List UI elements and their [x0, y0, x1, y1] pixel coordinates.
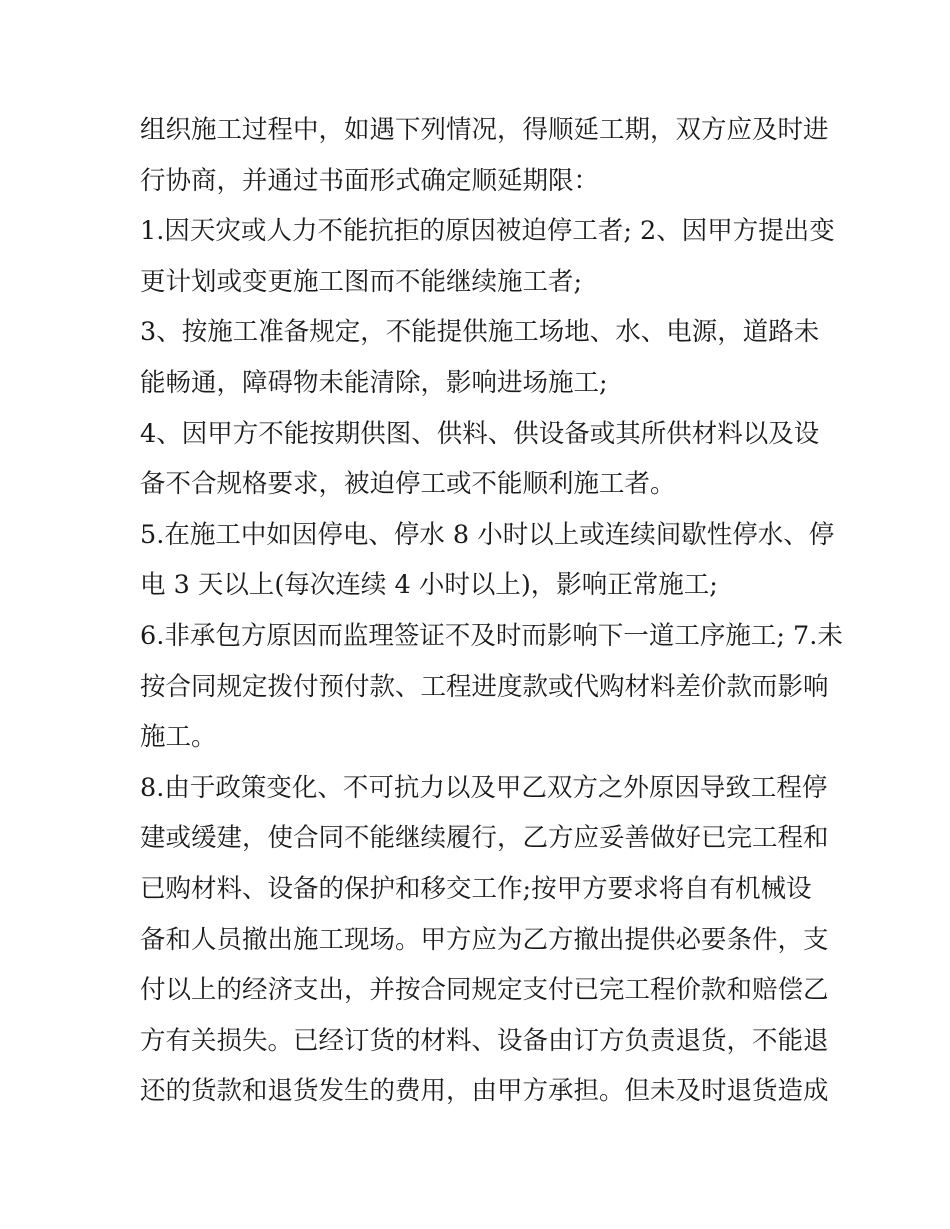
text-line: 备和人员撤出施工现场。甲方应为乙方撤出提供必要条件，支: [140, 924, 829, 955]
text-line: 电 3 天以上(每次连续 4 小时以上)，影响正常施工;: [140, 570, 718, 601]
text-line: 能畅通，障碍物未能清除，影响进场施工;: [140, 367, 608, 398]
text-line: 行协商，并通过书面形式确定顺延期限：: [140, 165, 600, 196]
text-line: 3、按施工准备规定，不能提供施工场地、水、电源，道路未: [140, 317, 820, 348]
text-line: 8.由于政策变化、不可抗力以及甲乙双方之外原因导致工程停: [140, 772, 828, 803]
text-line: 方有关损失。已经订货的材料、设备由订方负责退货，不能退: [140, 1025, 829, 1056]
text-line: 6.非承包方原因而监理签证不及时而影响下一道工序施工; 7.未: [140, 620, 843, 651]
text-line: 5.在施工中如因停电、停水 8 小时以上或连续间歇性停水、停: [140, 519, 835, 550]
text-line: 组织施工过程中，如遇下列情况，得顺延工期，双方应及时进: [140, 115, 829, 145]
text-line: 施工。: [140, 722, 217, 753]
text-line: 备不合规格要求，被迫停工或不能顺利施工者。: [140, 469, 676, 500]
text-line: 4、因甲方不能按期供图、供料、供设备或其所供材料以及设: [140, 418, 820, 449]
document-body: [140, 105, 843, 1117]
text-line: 已购材料、设备的保护和移交工作;按甲方要求将自有机械设: [140, 873, 812, 904]
text-line: 更计划或变更施工图而不能继续施工者;: [140, 266, 583, 297]
text-line: 按合同规定拨付预付款、工程进度款或代购材料差价款而影响: [140, 671, 829, 702]
text-line: 建或缓建，使合同不能继续履行，乙方应妥善做好已完工程和: [140, 823, 829, 854]
text-line: 还的货款和退货发生的费用，由甲方承担。但未及时退货造成: [140, 1076, 829, 1107]
text-line: 1.因天灾或人力不能抗拒的原因被迫停工者; 2、因甲方提出变: [140, 216, 835, 247]
text-line: 付以上的经济支出，并按合同规定支付已完工程价款和赔偿乙: [140, 975, 829, 1006]
